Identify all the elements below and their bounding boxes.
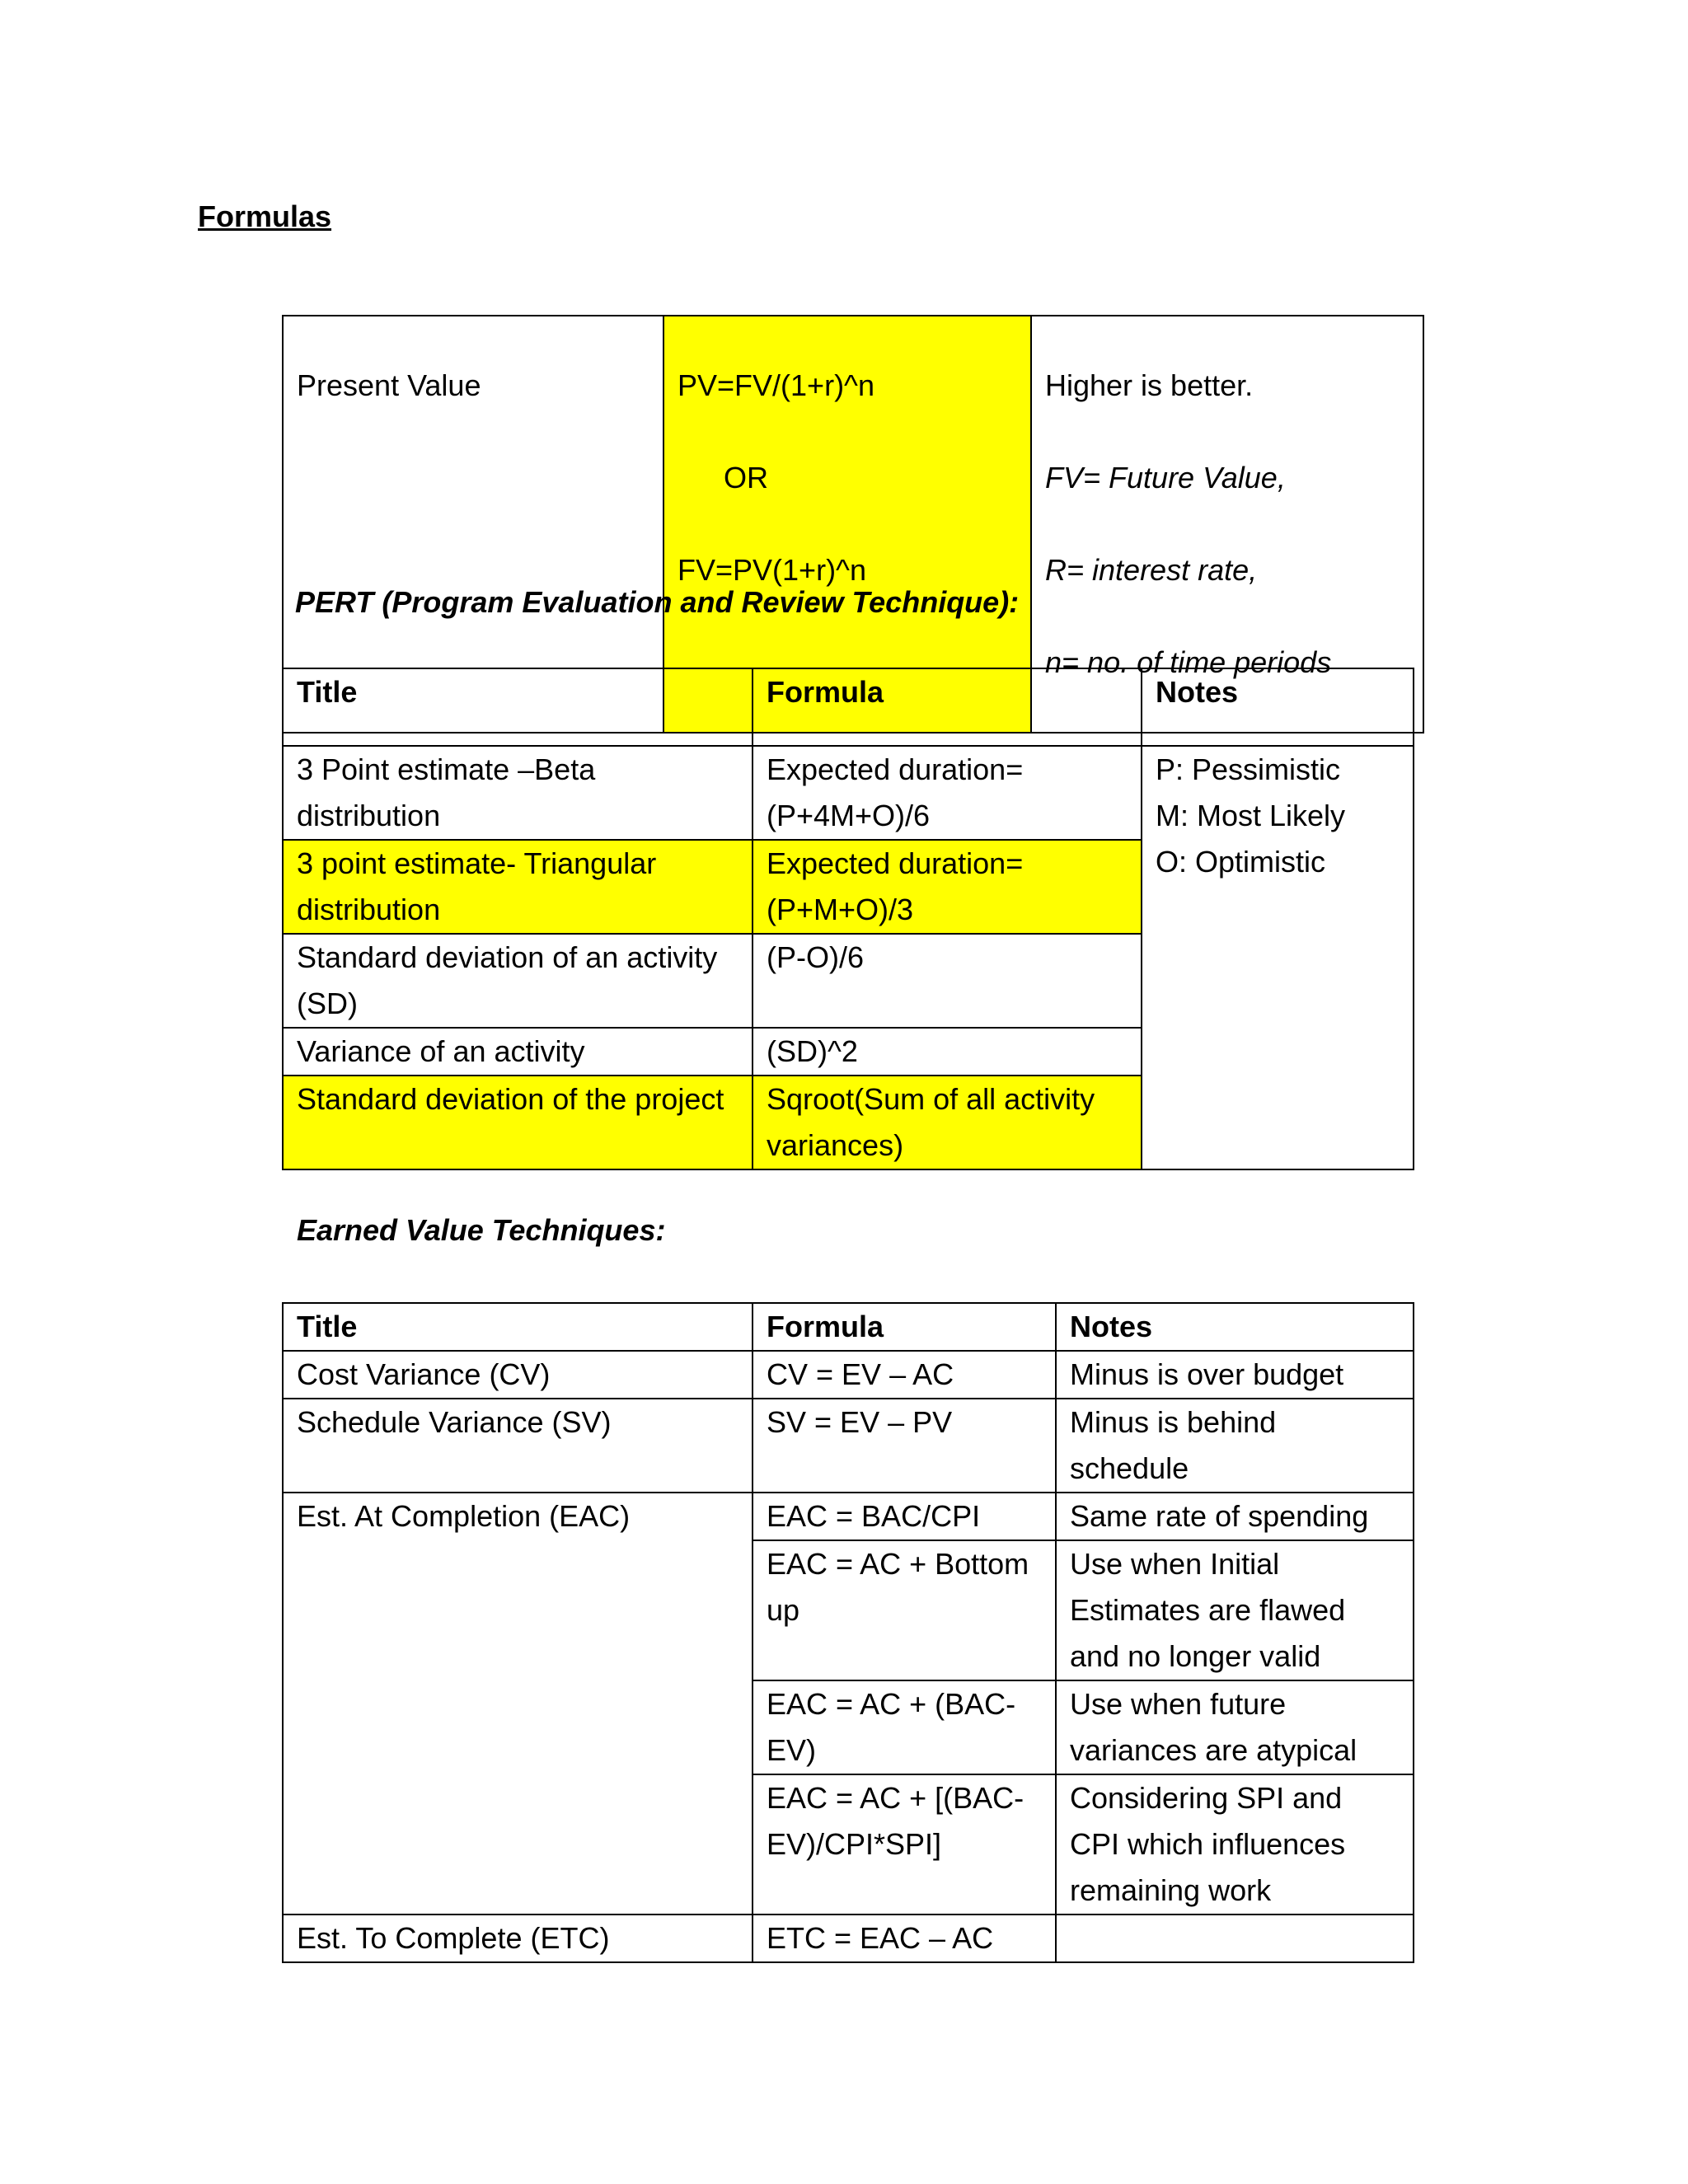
- earned-value-heading: Earned Value Techniques:: [297, 1213, 666, 1247]
- ev-header-notes: Notes: [1056, 1303, 1414, 1351]
- ev-header-formula: Formula: [753, 1303, 1056, 1351]
- ev-row-formula: ETC = EAC – AC: [753, 1915, 1056, 1962]
- ev-row-formula: EAC = AC + Bottom up: [753, 1540, 1056, 1680]
- pert-row-formula: Sqroot(Sum of all activity variances): [753, 1076, 1142, 1169]
- pert-row-formula: Expected duration=(P+4M+O)/6: [753, 746, 1142, 840]
- pert-row-formula: (P-O)/6: [753, 934, 1142, 1028]
- ev-row-title: Est. To Complete (ETC): [283, 1915, 753, 1962]
- pv-formula-line: FV=PV(1+r)^n: [678, 553, 866, 587]
- pert-row-title: Variance of an activity: [283, 1028, 753, 1076]
- pv-note: Higher is better.: [1045, 368, 1254, 402]
- ev-row-notes: Minus is over budget: [1056, 1351, 1414, 1399]
- earned-value-table: [282, 1302, 1414, 1963]
- ev-row-notes: [1056, 1915, 1414, 1962]
- ev-row-notes: Use when Initial Estimates are flawed and no longer valid: [1056, 1540, 1414, 1680]
- pert-row-title: 3 Point estimate –Beta distribution: [283, 746, 753, 840]
- pert-row-formula: (SD)^2: [753, 1028, 1142, 1076]
- pert-header-formula: Formula: [753, 668, 1142, 746]
- ev-row-title: Cost Variance (CV): [283, 1351, 753, 1399]
- ev-row-formula: EAC = BAC/CPI: [753, 1493, 1056, 1540]
- ev-row-formula: SV = EV – PV: [753, 1399, 1056, 1493]
- pert-table: [282, 668, 1414, 1170]
- ev-row-notes: Same rate of spending: [1056, 1493, 1414, 1540]
- pv-note: R= interest rate,: [1045, 553, 1258, 587]
- ev-row-notes: Minus is behind schedule: [1056, 1399, 1414, 1493]
- pert-row-title: Standard deviation of the project: [283, 1076, 753, 1169]
- pert-header-notes: Notes: [1142, 668, 1414, 746]
- pert-header-title: Title: [283, 668, 753, 746]
- pv-label: Present Value: [297, 368, 481, 402]
- page-heading: Formulas: [198, 199, 332, 233]
- ev-row-title: Schedule Variance (SV): [283, 1399, 753, 1493]
- pv-formula-or: OR: [724, 461, 768, 494]
- pv-note: n= no. of time periods: [1045, 645, 1332, 679]
- pert-heading: PERT (Program Evaluation and Review Technique):: [295, 585, 1020, 619]
- ev-row-formula: EAC = AC + [(BAC-EV)/CPI*SPI]: [753, 1774, 1056, 1915]
- ev-header-title: Title: [283, 1303, 753, 1351]
- pert-row-title: Standard deviation of an activity (SD): [283, 934, 753, 1028]
- pv-note: FV= Future Value,: [1045, 461, 1286, 494]
- ev-row-notes: Considering SPI and CPI which influences remaining work: [1056, 1774, 1414, 1915]
- pert-notes-cell: P: Pessimistic M: Most Likely O: Optimistic: [1142, 746, 1414, 1169]
- ev-row-notes: Use when future variances are atypical: [1056, 1680, 1414, 1774]
- ev-row-title: Est. At Completion (EAC): [283, 1493, 753, 1915]
- pert-row-formula: Expected duration= (P+M+O)/3: [753, 840, 1142, 934]
- pert-row-title: 3 point estimate- Triangular distribution: [283, 840, 753, 934]
- pv-formula-line: PV=FV/(1+r)^n: [678, 368, 874, 402]
- ev-row-formula: EAC = AC + (BAC-EV): [753, 1680, 1056, 1774]
- ev-row-formula: CV = EV – AC: [753, 1351, 1056, 1399]
